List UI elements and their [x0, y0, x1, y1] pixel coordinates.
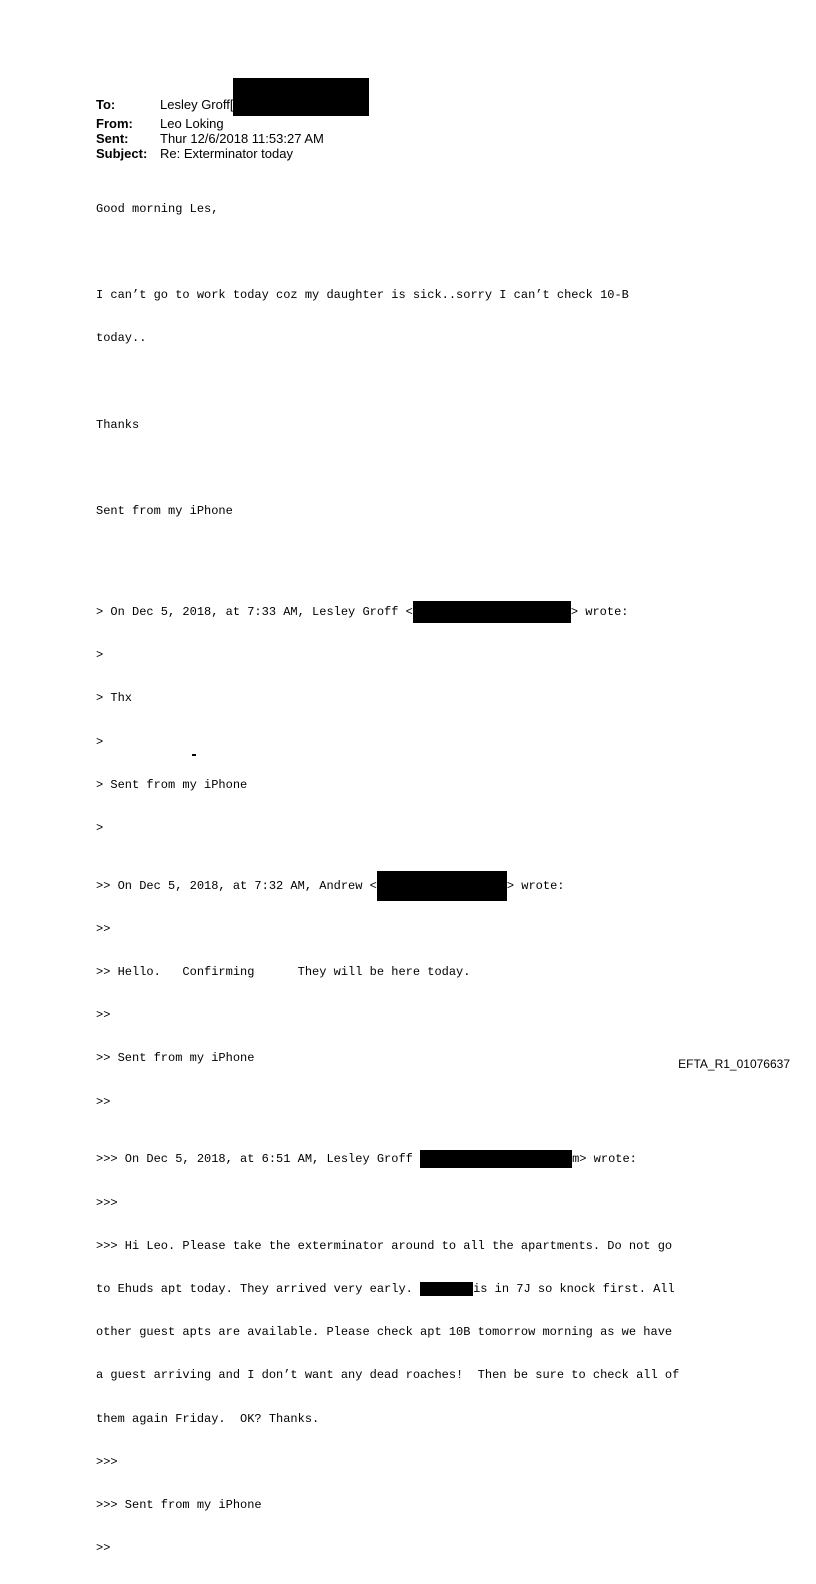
quote-header-text: m> wrote:: [572, 1152, 637, 1167]
redaction-box: [233, 78, 369, 116]
from-label: From:: [96, 116, 133, 131]
quote-line: > Sent from my iPhone: [96, 777, 248, 792]
sent-row: [96, 131, 369, 146]
quote-line: >>: [96, 1008, 111, 1023]
to-value: Lesley Groff[: [160, 97, 234, 112]
email-body: [96, 173, 679, 1584]
quote-text: to Ehuds apt today. They arrived very early.: [96, 1281, 421, 1296]
quote-header-line: [96, 605, 679, 619]
document-id: EFTA_R1_01076637: [678, 1057, 790, 1071]
body-line: I can’t go to work today coz my daughter is sick..sorry I can’t check 10-B: [96, 288, 629, 303]
quote-line: >>> Sent from my iPhone: [96, 1497, 262, 1512]
signature-line: Sent from my iPhone: [96, 504, 233, 519]
quote-text: is in 7J so knock first. All: [473, 1281, 675, 1296]
subject-label: Subject:: [96, 146, 148, 161]
stray-mark: [192, 754, 196, 756]
quote-line: >: [96, 648, 104, 663]
quote-line: >>> Hi Leo. Please take the exterminator around to all the apartments. Do not go: [96, 1238, 673, 1253]
from-row: [96, 116, 369, 131]
quote-line: >: [96, 821, 104, 836]
quote-line: > Thx: [96, 691, 133, 706]
quote-header-text: >> On Dec 5, 2018, at 7:32 AM, Andrew <: [96, 878, 377, 893]
redaction-box: [420, 1150, 572, 1168]
body-line: today..: [96, 331, 147, 346]
greeting-line: Good morning Les,: [96, 201, 219, 216]
redaction-box: [413, 601, 571, 623]
sent-value: Thur 12/6/2018 11:53:27 AM: [160, 131, 324, 146]
quote-header-text: >>> On Dec 5, 2018, at 6:51 AM, Lesley Groff: [96, 1152, 421, 1167]
quote-line: a guest arriving and I don’t want any dead roaches! Then be sure to check all of: [96, 1368, 680, 1383]
redaction-box: [420, 1282, 473, 1296]
quote-line: other guest apts are available. Please check apt 10B tomorrow morning as we have: [96, 1325, 673, 1340]
quote-line: them again Friday. OK? Thanks.: [96, 1411, 320, 1426]
quote-header-text: > wrote:: [506, 878, 565, 893]
to-label: To:: [96, 97, 116, 112]
quote-line: >>>: [96, 1195, 118, 1210]
subject-value: Re: Exterminator today: [160, 146, 293, 161]
email-header: [96, 97, 369, 161]
quote-line: >> Hello. Confirming They will be here today.: [96, 965, 471, 980]
quote-line: >>: [96, 921, 111, 936]
quote-line: >>>: [96, 1454, 118, 1469]
quote-header-line: [96, 879, 679, 893]
redaction-box: [377, 871, 507, 901]
quote-line: >> Sent from my iPhone: [96, 1051, 255, 1066]
quote-line: >>: [96, 1541, 111, 1556]
from-value: Leo Loking: [160, 116, 224, 131]
quote-line: >>: [96, 1094, 111, 1109]
quote-header-line: [96, 1152, 679, 1166]
to-row: [96, 97, 369, 116]
subject-row: [96, 146, 369, 161]
quote-header-text: > On Dec 5, 2018, at 7:33 AM, Lesley Groff <: [96, 605, 413, 620]
quote-line: >: [96, 734, 104, 749]
sent-label: Sent:: [96, 131, 129, 146]
quote-header-text: > wrote:: [570, 605, 629, 620]
quote-line: [96, 1282, 679, 1296]
thanks-line: Thanks: [96, 417, 140, 432]
